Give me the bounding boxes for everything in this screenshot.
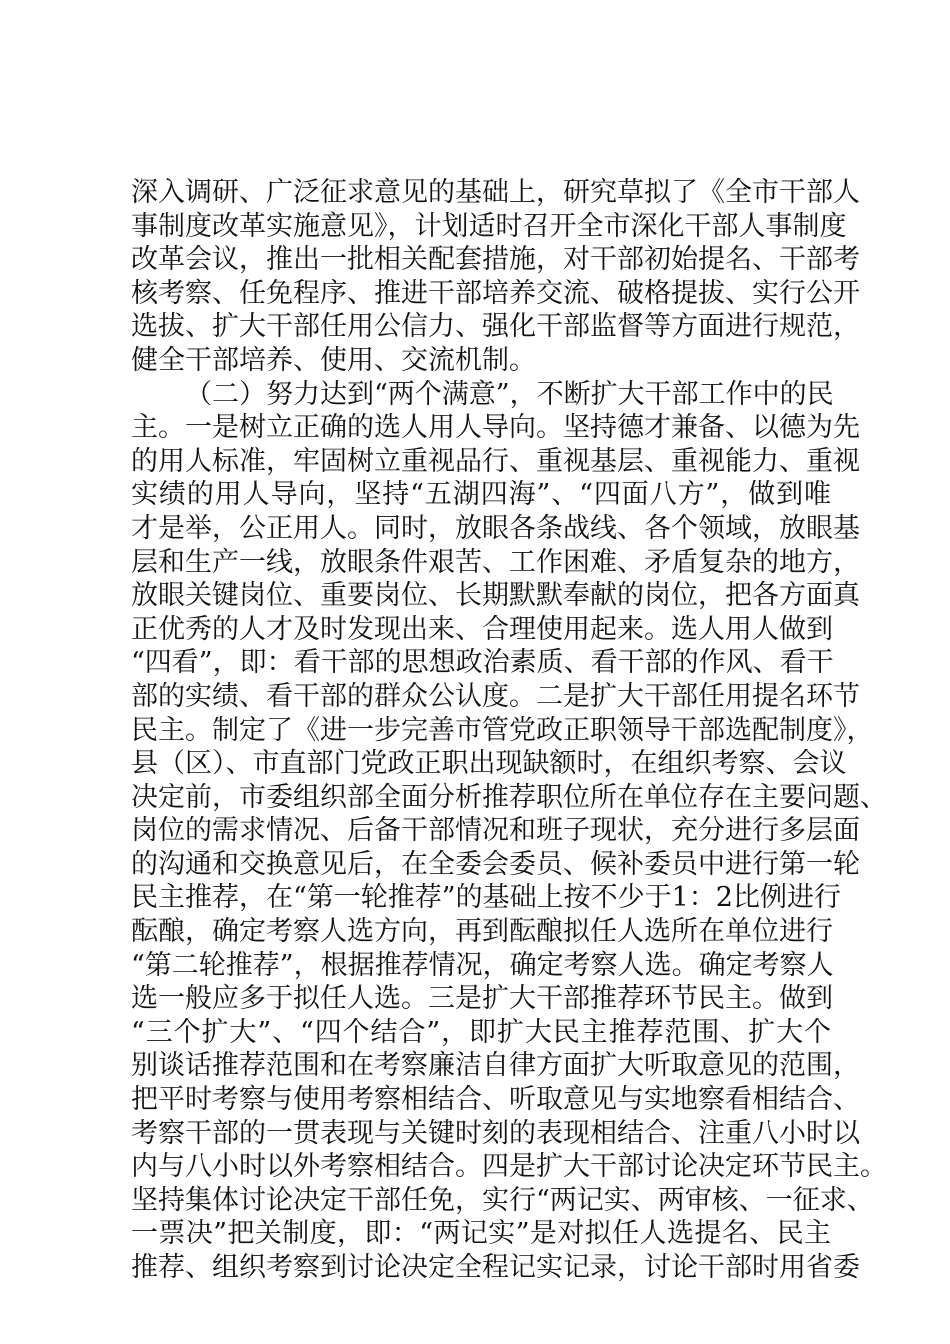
text-line: 选一般应多于拟任人选。三是扩大干部推荐环节民主。做到 bbox=[131, 983, 833, 1015]
text-line: 实绩的用人导向，坚持“五湖四海”、“四面八方”，做到唯 bbox=[131, 479, 831, 511]
text-line: 健全干部培养、使用、交流机制。 bbox=[131, 344, 536, 376]
text-line: 事制度改革实施意见》，计划适时召开全市深化干部人事制度 bbox=[131, 210, 847, 242]
text-line: 的沟通和交换意见后，在全委会委员、候补委员中进行第一轮 bbox=[131, 848, 860, 880]
text-line: 改革会议，推出一批相关配套措施，对干部初始提名、干部考 bbox=[131, 244, 860, 276]
text-line: 层和生产一线，放眼条件艰苦、工作困难、矛盾复杂的地方， bbox=[131, 546, 860, 578]
text-line: 一票决”把关制度，即：“两记实”是对拟任人选提名、民主 bbox=[131, 1218, 831, 1250]
paragraph-start-line: （二）努力达到“两个满意”，不断扩大干部工作中的民 bbox=[185, 378, 834, 410]
text-line: 选拔、扩大干部任用公信力、强化干部监督等方面进行规范， bbox=[131, 311, 860, 343]
text-line: 酝酿，确定考察人选方向，再到酝酿拟任人选所在单位进行 bbox=[131, 916, 833, 948]
text-line: 主。一是树立正确的选人用人导向。坚持德才兼备、以德为先 bbox=[131, 412, 860, 444]
text-line: 正优秀的人才及时发现出来、合理使用起来。选人用人做到 bbox=[131, 613, 833, 645]
text-line: 深入调研、广泛征求意见的基础上，研究草拟了《全市干部人 bbox=[131, 177, 860, 208]
text-line: 民主推荐，在“第一轮推荐”的基础上按不少于1：2比例进行 bbox=[131, 882, 841, 914]
text-line: 推荐、组织考察到讨论决定全程记实记录，讨论干部时用省委 bbox=[131, 1252, 860, 1283]
text-line: 县（区）、市直部门党政正职出现缺额时，在组织考察、会议 bbox=[131, 748, 847, 780]
text-line: 别谈话推荐范围和在考察廉洁自律方面扩大听取意见的范围， bbox=[131, 1050, 860, 1082]
text-line: 内与八小时以外考察相结合。四是扩大干部讨论决定环节民主。 bbox=[131, 1151, 887, 1183]
text-line: 岗位的需求情况、后备干部情况和班子现状，充分进行多层面 bbox=[131, 815, 860, 847]
body-text bbox=[131, 176, 887, 1285]
text-line: 民主。制定了《进一步完善市管党政正职领导干部选配制度》， bbox=[131, 714, 874, 746]
text-line: “第二轮推荐”，根据推荐情况，确定考察人选。确定考察人 bbox=[131, 949, 834, 981]
text-line: “四看”，即：看干部的思想政治素质、看干部的作风、看干 bbox=[131, 647, 834, 679]
text-line: 把平时考察与使用考察相结合、听取意见与实地察看相结合、 bbox=[131, 1084, 860, 1116]
text-line: “三个扩大”、“四个结合”，即扩大民主推荐范围、扩大个 bbox=[131, 1016, 831, 1048]
text-line: 放眼关键岗位、重要岗位、长期默默奉献的岗位，把各方面真 bbox=[131, 580, 860, 612]
text-line: 考察干部的一贯表现与关键时刻的表现相结合、注重八小时以 bbox=[131, 1117, 860, 1149]
text-line: 核考察、任免程序、推进干部培养交流、破格提拔、实行公开 bbox=[131, 277, 860, 309]
text-line: 才是举，公正用人。同时，放眼各条战线、各个领域，放眼基 bbox=[131, 512, 860, 544]
text-line: 坚持集体讨论决定干部任免，实行“两记实、两审核、一征求、 bbox=[131, 1184, 874, 1216]
text-line: 部的实绩、看干部的群众公认度。二是扩大干部任用提名环节 bbox=[131, 680, 860, 712]
text-line: 的用人标准，牢固树立重视品行、重视基层、重视能力、重视 bbox=[131, 445, 860, 477]
text-line: 决定前，市委组织部全面分析推荐职位所在单位存在主要问题、 bbox=[131, 781, 887, 813]
